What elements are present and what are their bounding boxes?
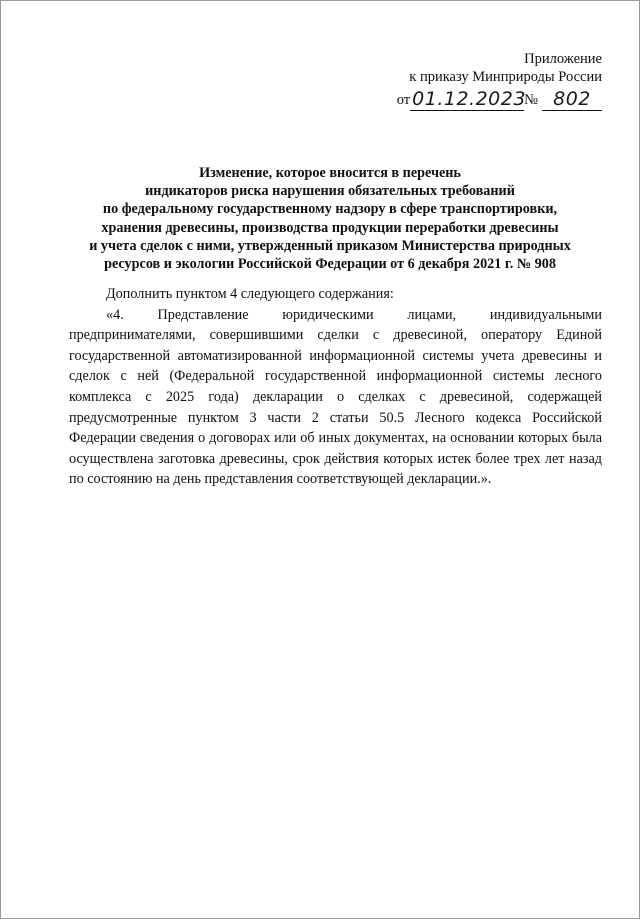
title-line: индикаторов риска нарушения обязательных требований [145, 183, 515, 200]
title-line: Изменение, которое вносится в перечень [199, 165, 461, 181]
number-sign: № [524, 92, 538, 108]
document-body [69, 284, 602, 490]
order-date-number [397, 88, 602, 111]
title-line: хранения древесины, производства продукции переработки древесины [101, 219, 559, 236]
order-reference: к приказу Минприроды России [409, 69, 602, 85]
title-line: ресурсов и экологии Российской Федерации от 6 декабря 2021 г. № 908 [104, 256, 556, 273]
handwritten-date: 01.12.2023 [412, 88, 526, 110]
approval-block [409, 50, 602, 86]
document-title [60, 164, 600, 273]
intro-paragraph: Дополнить пунктом 4 следующего содержания: [106, 286, 394, 302]
title-line: и учета сделок с ними, утвержденный приказом Министерства природных [89, 237, 571, 254]
handwritten-number: 802 [542, 88, 602, 111]
item-paragraph: «4. Представление юридическими лицами, индивидуальными предпринимателями, совершившими сделки с древесиной, оператору Единой государственной автоматизированной информационной системы учета древесины и сделок с ней (Федеральной государственной информационной системы лесного комплекса с 2025 года) декларации о сделках с древесиной, содержащей предусмотренные пунктом 3 части 2 статьи 50.5 Лесного кодекса Российской Федерации сведения о договорах или об иных документах, на основании которых была осуществлена заготовка древесины, срок действия которых истек более трех лет назад по состоянию на день представления соответствующей декларации.». [69, 306, 602, 488]
appendix-label: Приложение [524, 51, 602, 67]
date-prefix: от [396, 92, 411, 108]
title-line: по федеральному государственному надзору в сфере транспортировки, [102, 201, 558, 218]
